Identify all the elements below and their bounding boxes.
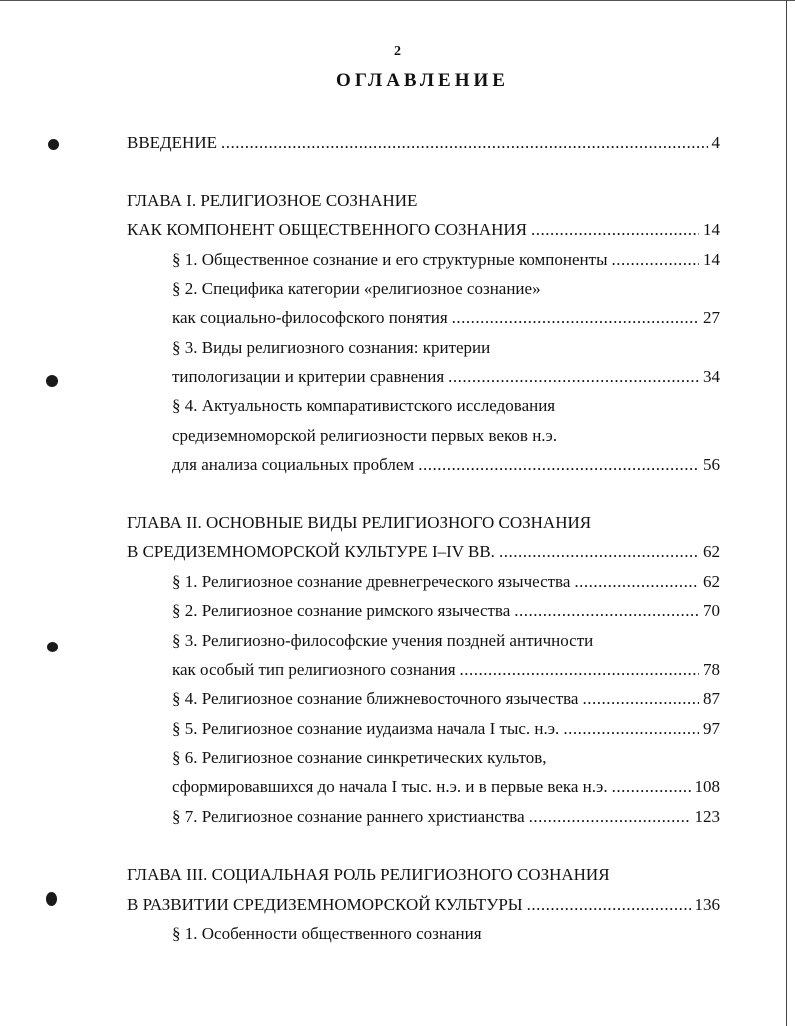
toc-leader-dots	[612, 248, 699, 272]
toc-page-number: 123	[694, 807, 720, 826]
toc-leader-dots	[221, 131, 708, 155]
toc-entry-text: для анализа социальных проблем	[172, 455, 415, 474]
toc-leader-dots	[531, 218, 699, 242]
scan-top-edge	[0, 0, 795, 1]
toc-title: ОГЛАВЛЕНИЕ	[336, 70, 509, 91]
toc-leader-dots	[514, 599, 699, 623]
toc-section-1-1	[172, 248, 720, 272]
toc-entry-text: § 2. Религиозное сознание римского язычества	[172, 601, 511, 620]
toc-page-number: 62	[703, 572, 720, 591]
toc-chapter-3-heading: ГЛАВА III. СОЦИАЛЬНАЯ РОЛЬ РЕЛИГИОЗНОГО СОЗНАНИЯ	[127, 865, 610, 884]
toc-page-number: 78	[703, 660, 720, 679]
toc-page-number: 4	[711, 133, 720, 152]
toc-entry-text: ВВЕДЕНИЕ	[127, 133, 217, 152]
toc-leader-dots	[527, 893, 691, 917]
toc-section-2-3-heading: § 3. Религиозно-философские учения поздней античности	[172, 631, 594, 650]
toc-leader-dots	[499, 540, 699, 564]
toc-section-1-2	[172, 306, 720, 330]
toc-section-1-2-heading: § 2. Специфика категории «религиозное сознание»	[172, 279, 541, 298]
toc-chapter-1	[127, 218, 720, 242]
toc-entry-text: как особый тип религиозного сознания	[172, 660, 456, 679]
page-number: 2	[394, 44, 401, 59]
toc-page-number: 34	[703, 367, 720, 386]
toc-page-number: 62	[703, 542, 720, 561]
toc-entry-introduction	[127, 131, 720, 155]
toc-entry-text: § 1. Общественное сознание и его структурные компоненты	[172, 250, 608, 269]
toc-entry-text: сформировавшихся до начала I тыс. н.э. и в первые века н.э.	[172, 777, 608, 796]
toc-section-2-5	[172, 717, 720, 741]
toc-section-2-2	[172, 599, 720, 623]
toc-leader-dots	[418, 453, 699, 477]
toc-section-1-4-heading-cont: средиземноморской религиозности первых веков н.э.	[172, 426, 558, 445]
toc-entry-text: § 4. Религиозное сознание ближневосточного язычества	[172, 689, 579, 708]
toc-entry-text: как социально-философского понятия	[172, 308, 448, 327]
toc-leader-dots	[452, 306, 699, 330]
toc-chapter-3	[127, 893, 720, 917]
toc-leader-dots	[563, 717, 699, 741]
toc-chapter-1-heading: ГЛАВА I. РЕЛИГИОЗНОЕ СОЗНАНИЕ	[127, 191, 418, 210]
toc-leader-dots	[529, 805, 691, 829]
toc-leader-dots	[460, 658, 699, 682]
toc-entry-text: § 1. Религиозное сознание древнегреческого язычества	[172, 572, 571, 591]
toc-section-2-3	[172, 658, 720, 682]
toc-section-1-4	[172, 453, 720, 477]
toc-chapter-2	[127, 540, 720, 564]
toc-section-3-1-heading: § 1. Особенности общественного сознания	[172, 924, 482, 943]
toc-leader-dots	[612, 775, 691, 799]
toc-page-number: 87	[703, 689, 720, 708]
toc-leader-dots	[582, 687, 699, 711]
toc-section-2-6	[172, 775, 720, 799]
toc-section-1-4-heading: § 4. Актуальность компаративистского исследования	[172, 396, 556, 415]
toc-page-number: 56	[703, 455, 720, 474]
toc-entry-text: § 7. Религиозное сознание раннего христианства	[172, 807, 525, 826]
toc-section-2-6-heading: § 6. Религиозное сознание синкретических культов,	[172, 748, 547, 767]
hole-punch-mark	[47, 642, 58, 652]
toc-page-number: 14	[703, 220, 720, 239]
scan-right-edge	[786, 0, 787, 1026]
toc-entry-text: § 5. Религиозное сознание иудаизма начала I тыс. н.э.	[172, 719, 560, 738]
toc-leader-dots	[574, 570, 699, 594]
toc-entry-text: типологизации и критерии сравнения	[172, 367, 445, 386]
toc-section-2-1	[172, 570, 720, 594]
toc-entry-text: КАК КОМПОНЕНТ ОБЩЕСТВЕННОГО СОЗНАНИЯ	[127, 220, 527, 239]
hole-punch-mark	[46, 375, 58, 387]
toc-section-1-3-heading: § 3. Виды религиозного сознания: критерии	[172, 338, 491, 357]
toc-page-number: 70	[703, 601, 720, 620]
toc-leader-dots	[448, 365, 699, 389]
hole-punch-mark	[46, 892, 57, 906]
toc-section-2-4	[172, 687, 720, 711]
toc-entry-text: В РАЗВИТИИ СРЕДИЗЕМНОМОРСКОЙ КУЛЬТУРЫ	[127, 895, 523, 914]
toc-chapter-2-heading: ГЛАВА II. ОСНОВНЫЕ ВИДЫ РЕЛИГИОЗНОГО СОЗНАНИЯ	[127, 513, 592, 532]
toc-entry-text: В СРЕДИЗЕМНОМОРСКОЙ КУЛЬТУРЕ I–IV ВВ.	[127, 542, 495, 561]
toc-page-number: 27	[703, 308, 720, 327]
toc-page-number: 136	[694, 895, 720, 914]
toc-page-number: 97	[703, 719, 720, 738]
hole-punch-mark	[48, 139, 59, 150]
toc-page-number: 108	[694, 777, 720, 796]
toc-section-1-3	[172, 365, 720, 389]
toc-section-2-7	[172, 805, 720, 829]
toc-page-number: 14	[703, 250, 720, 269]
